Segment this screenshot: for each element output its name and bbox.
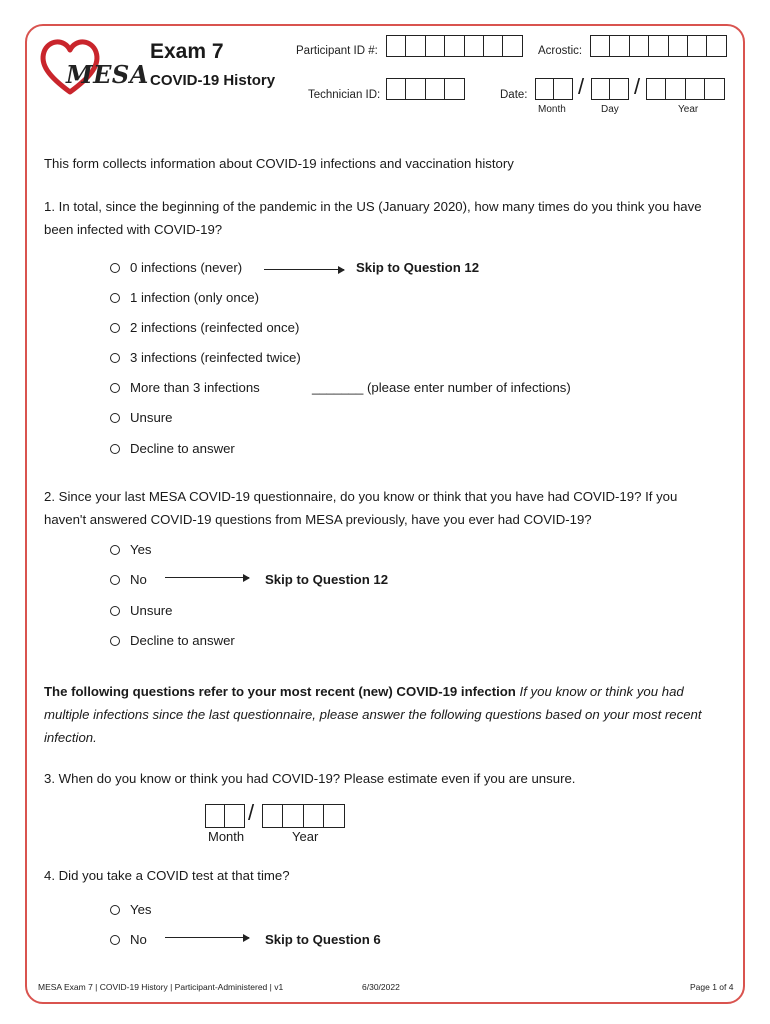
q2-option-3[interactable]: Decline to answer (110, 633, 235, 648)
participant-id-field[interactable] (386, 35, 522, 57)
radio-icon[interactable] (110, 935, 120, 945)
date-label: Date: (500, 89, 528, 101)
arrow-icon (165, 577, 249, 578)
date-month-field[interactable] (535, 78, 572, 100)
q1-skip-note: Skip to Question 12 (356, 260, 480, 275)
radio-icon[interactable] (110, 545, 120, 555)
date-year-field[interactable] (646, 78, 724, 100)
q1-option-6[interactable]: Decline to answer (110, 441, 235, 456)
q3-year-field[interactable] (262, 804, 344, 828)
q4-option-0[interactable]: Yes (110, 902, 152, 917)
question-3-text: 3. When do you know or think you had COVID-19? Please estimate even if you are unsure. (44, 771, 576, 786)
q2-option-1[interactable]: No (110, 572, 147, 587)
acrostic-label: Acrostic: (538, 45, 583, 57)
q3-year-label: Year (292, 829, 319, 844)
radio-icon[interactable] (110, 575, 120, 585)
q1-option-5[interactable]: Unsure (110, 410, 173, 425)
q1-infection-count-field[interactable]: _______ (please enter number of infections) (312, 380, 571, 395)
q4-skip-note: Skip to Question 6 (265, 932, 381, 947)
radio-icon[interactable] (110, 353, 120, 363)
arrow-icon (264, 269, 344, 270)
q2-option-2[interactable]: Unsure (110, 603, 173, 618)
question-4-text: 4. Did you take a COVID test at that time? (44, 868, 290, 883)
logo-text: MESA (66, 60, 149, 89)
exam-title: Exam 7 (150, 40, 224, 63)
participant-id-label: Participant ID #: (296, 45, 378, 57)
radio-icon[interactable] (110, 444, 120, 454)
q2-option-0[interactable]: Yes (110, 542, 152, 557)
section-note-italic: If you know or think you had multiple infections since the last questionnaire, please answer the following questions based on your most recent infection. (44, 684, 702, 745)
question-2-text: 2. Since your last MESA COVID-19 questionnaire, do you know or think that you have had COVID-19? If you haven't answered COVID-19 questions from MESA previously, have you ever had COVID-19? (44, 489, 678, 527)
q2-skip-note: Skip to Question 12 (265, 572, 389, 587)
date-day-field[interactable] (591, 78, 628, 100)
date-slash: / (578, 74, 585, 99)
q3-slash: / (248, 800, 255, 825)
technician-id-field[interactable] (386, 78, 464, 100)
radio-icon[interactable] (110, 413, 120, 423)
radio-icon[interactable] (110, 383, 120, 393)
footer-left: MESA Exam 7 | COVID-19 History | Participant-Administered | v1 (38, 982, 284, 992)
q1-option-3[interactable]: 3 infections (reinfected twice) (110, 350, 301, 365)
question-1-text: 1. In total, since the beginning of the pandemic in the US (January 2020), how many times do you think you have been infected with COVID-19? (44, 199, 702, 237)
form-title: COVID-19 History (150, 72, 276, 89)
intro-text: This form collects information about COVID-19 infections and vaccination history (44, 156, 514, 171)
radio-icon[interactable] (110, 293, 120, 303)
radio-icon[interactable] (110, 606, 120, 616)
date-day-label: Day (601, 104, 619, 115)
radio-icon[interactable] (110, 323, 120, 333)
date-slash: / (634, 74, 641, 99)
q1-option-4[interactable]: More than 3 infections (110, 380, 260, 395)
radio-icon[interactable] (110, 263, 120, 273)
radio-icon[interactable] (110, 905, 120, 915)
section-note (44, 680, 714, 749)
q1-option-1[interactable]: 1 infection (only once) (110, 290, 259, 305)
footer-date: 6/30/2022 (362, 982, 400, 992)
arrow-icon (165, 937, 249, 938)
q3-month-field[interactable] (205, 804, 244, 828)
q4-option-1[interactable]: No (110, 932, 147, 947)
q1-option-0[interactable]: 0 infections (never) (110, 260, 242, 275)
acrostic-field[interactable] (590, 35, 726, 57)
date-year-label: Year (678, 104, 699, 115)
section-note-bold: The following questions refer to your most recent (new) COVID-19 infection (44, 684, 516, 699)
technician-id-label: Technician ID: (308, 89, 381, 101)
q1-option-2[interactable]: 2 infections (reinfected once) (110, 320, 299, 335)
footer-page: Page 1 of 4 (690, 982, 734, 992)
radio-icon[interactable] (110, 636, 120, 646)
q3-month-label: Month (208, 829, 245, 844)
date-month-label: Month (538, 104, 566, 115)
